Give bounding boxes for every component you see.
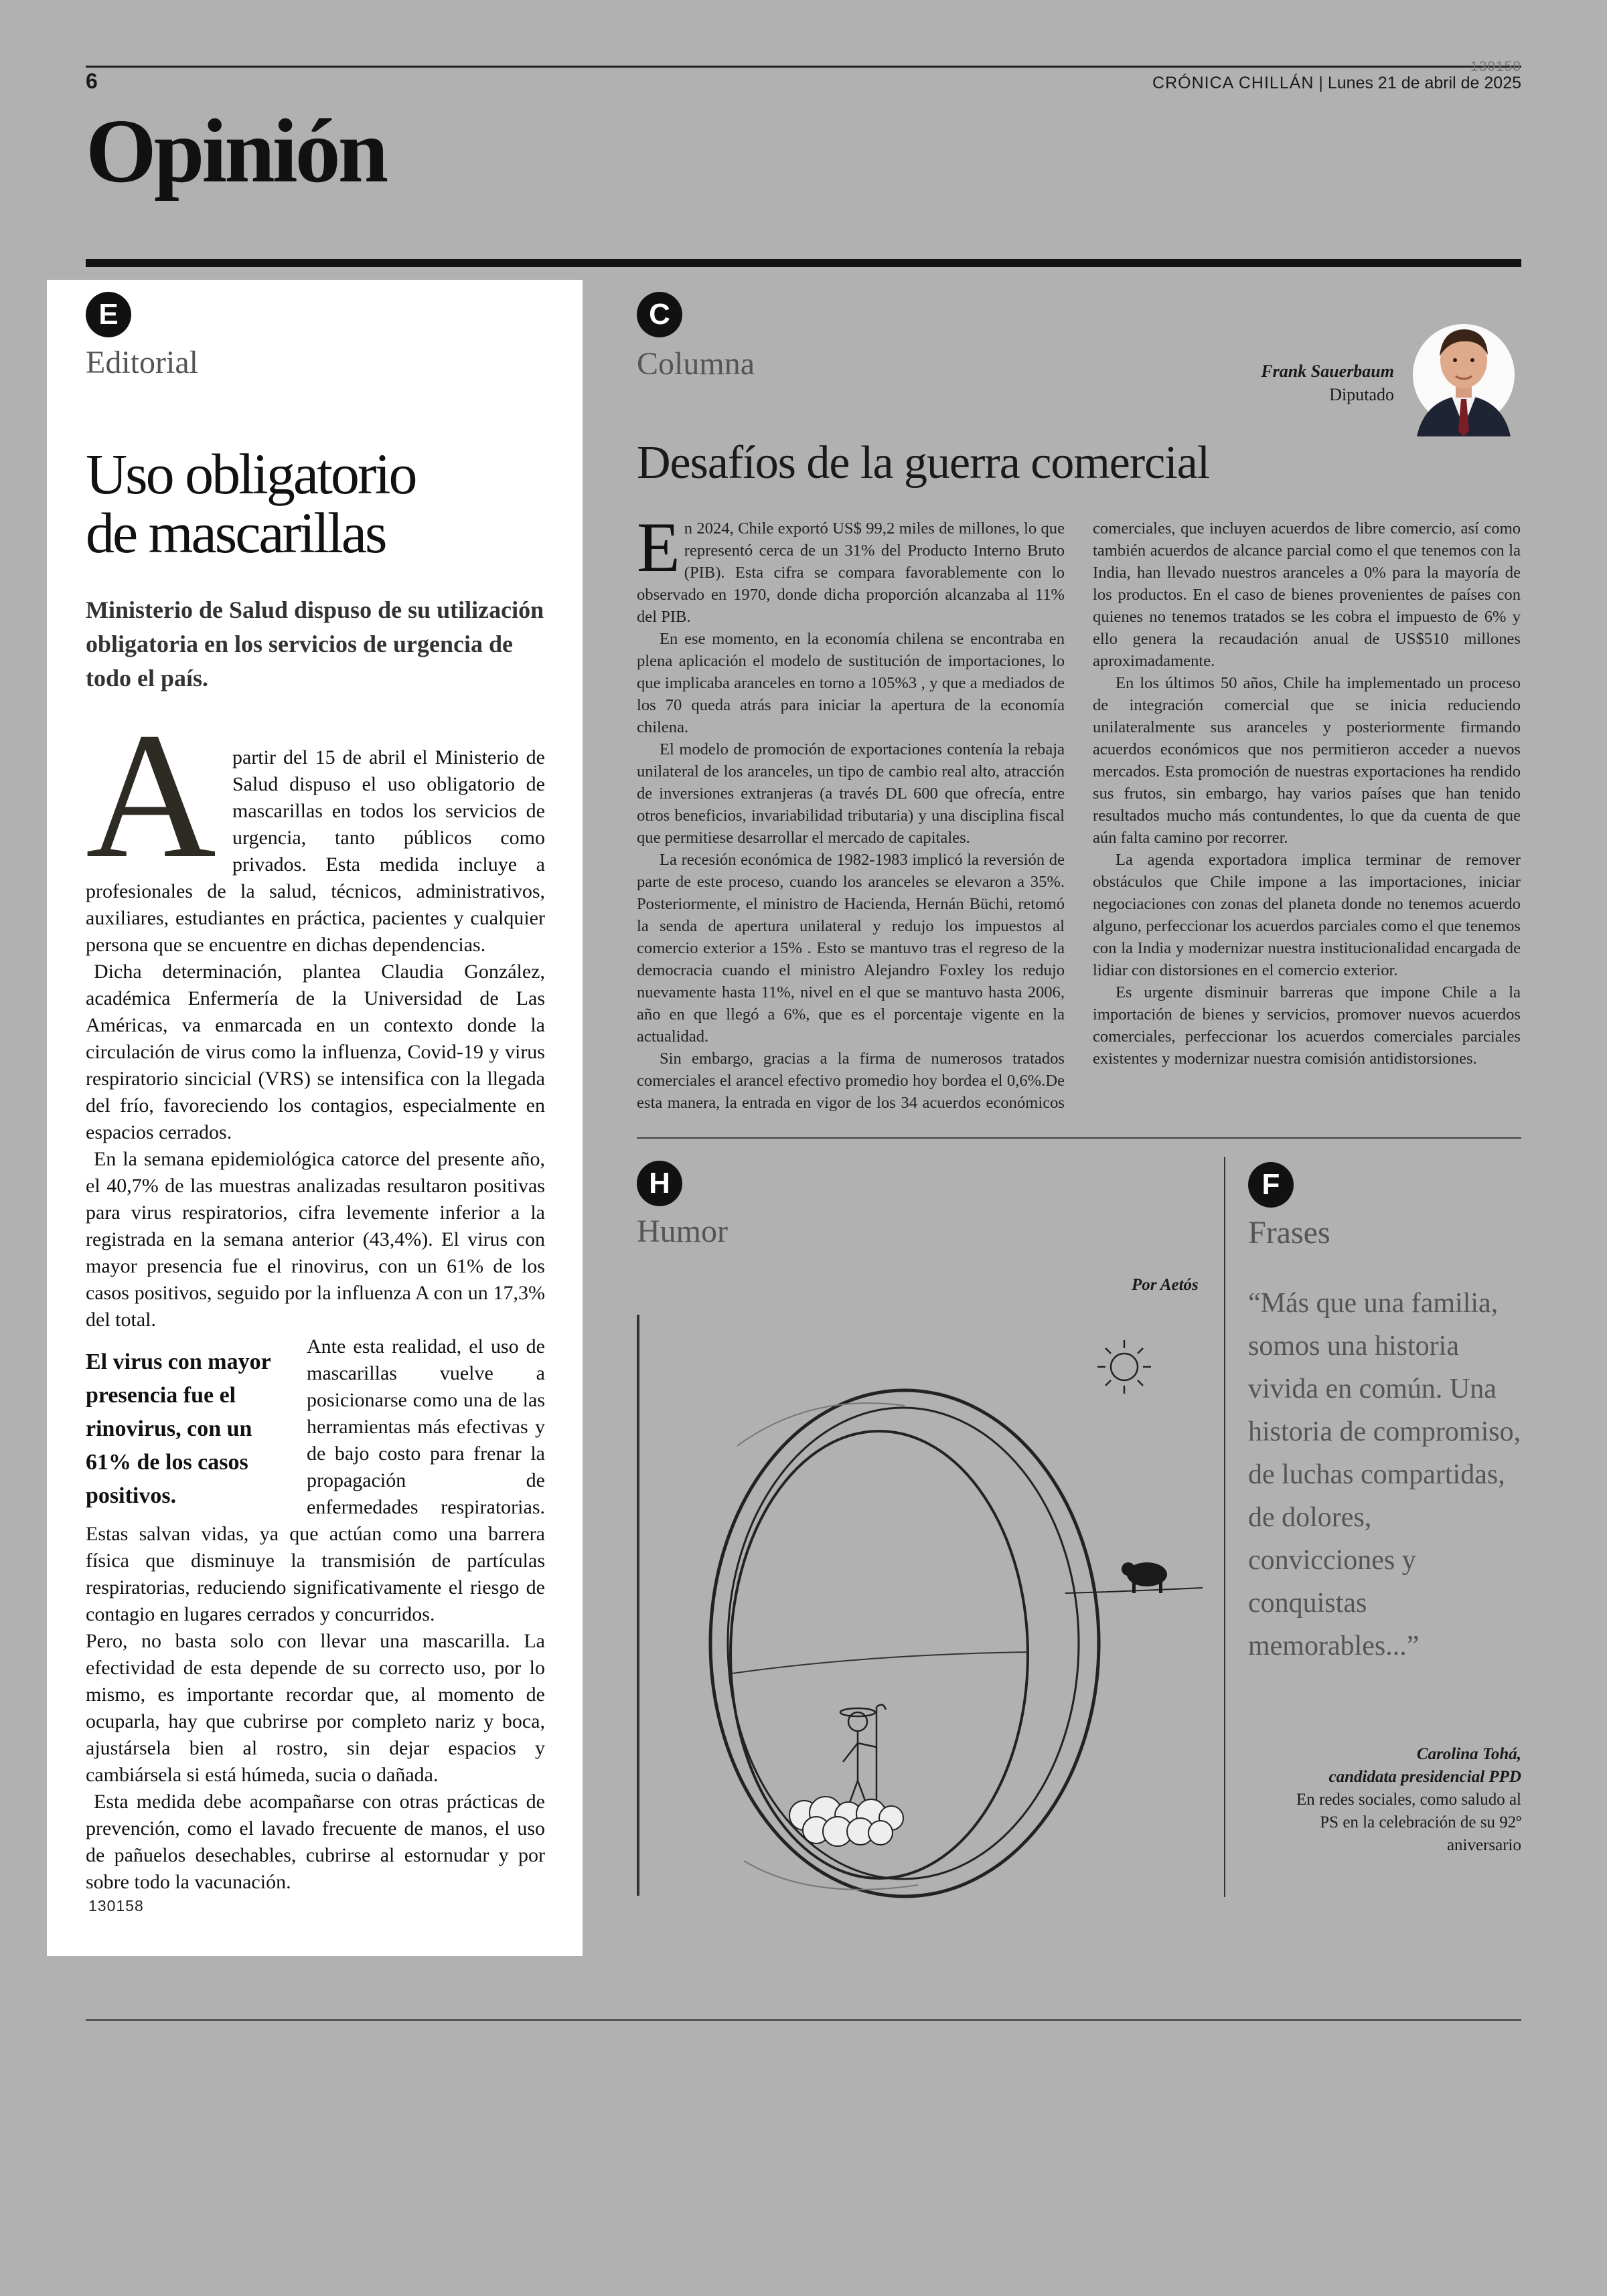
columna-paragraph-text: n 2024, Chile exportó US$ 99,2 miles de millones, lo que representó cerca de un 31% del Producto Interno Bruto (PIB). Esta cifra se compara favorablemente con lo observado en 1970, donde dicha proporción alcanzaba al 11% del PIB. [637,519,1065,626]
humor-badge: H [637,1161,682,1206]
footer-rule [86,2019,1521,2021]
editorial-kicker: Editorial [86,345,198,380]
quote-context: En redes sociales, como saludo al PS en la celebración de su 92º aniversario [1296,1791,1521,1854]
columna-paragraph: En ese momento, en la economía chilena se encontraba en plena aplicación el modelo de sustitución de importaciones, lo que implicaba aranceles en torno a 105%3 , y que a mediados de los 70 queda atrás para iniciar la apertura de la economía chilena. [637,630,1065,736]
headline-line-2: de mascarillas [86,501,386,565]
editorial-code: 130158 [88,1897,144,1914]
headline-line-1: Uso obligatorio [86,442,416,506]
editorial-paragraph: Dicha determinación, plantea Claudia González, académica Enfermería de la Universidad de Las Américas, va enmarcada en un contexto donde la circulación de virus como la influenza, Covid-19 y virus respiratorio sincicial (VRS) se intensifica con la llegada del frío, favoreciendo los contagios, especialmente en espacios cerrados. [86,961,545,1143]
column-divider [1224,1157,1225,1897]
quote-attribution [1253,1743,1521,1789]
corner-id: 130158 [1470,59,1521,74]
quote-text: “Más que una familia, somos una historia vivida en común. Una historia de compromiso, de luchas compartidas, de dolores, convicciones y conquistas memorables...” [1248,1288,1521,1661]
page-number: 6 [86,69,98,93]
humor-kicker: Humor [637,1214,728,1249]
editorial-dropcap: A [86,695,216,896]
editorial-panel [47,280,583,1956]
editorial-paragraph: Esta medida debe acompañarse con otras prácticas de prevención, como el lavado frecuente de manos, el uso de pañuelos desechables, cubrirse al estornudar y por sobre todo la vacunación. [86,1791,545,1893]
publication-date-line: CRÓNICA CHILLÁN | Lunes 21 de abril de 2025 [1152,74,1521,92]
columna-paragraph: Es urgente disminuir barreras que impone Chile a la importación de bienes y servicios, promover nuevos acuerdos comerciales, perfeccionar los acuerdos comerciales parciales existentes y modernizar nuestra comisión antidistorsiones. [1093,983,1521,1068]
columna-paragraph: El modelo de promoción de exportaciones contenía la rebaja unilateral de los aranceles, un tipo de cambio real alto, atracción de inversiones extranjeras (a través DL 600 que ofrecía, entre otros beneficios, invariabilidad tributaria) y una disciplina fiscal que permitiese desarrollar el mercado de capitales. [637,740,1065,847]
columna-paragraph: En los últimos 50 años, Chile ha implementado un proceso de integración comercial que se inicia reduciendo unilateralmente sus aranceles y posteriormente firmando acuerdos económicos que nos permitieron acceder a nuevos mercados. Esta promoción de nuestras exportaciones ha rendido sus frutos, sin embargo, hay varios países que han tenido resultados mucho más contundentes, lo que da cuenta de que aún falta camino por recorrer. [1093,674,1521,847]
issue-date: Lunes 21 de abril de 2025 [1327,74,1521,92]
section-title: Opinión [86,101,386,201]
bushes [789,1797,903,1846]
columna-paragraph [637,508,1065,628]
editorial-paragraph: Pero, no basta solo con llevar una mascarilla. La efectividad de esta depende de su correcto uso, por lo mismo, es importante recordar que, al momento de ocuparla, hay que cubrirse por completo nariz y boca, ajustársela bien al rostro, sin dejar espacios y cambiársela si está húmeda, sucia o dañada. [86,1630,545,1786]
sun-icon [1097,1340,1151,1394]
columna-kicker: Columna [637,346,755,382]
editorial-paragraph: Ante esta realidad, el uso de mascarillas vuelve a posicionarse como una de las herramientas más efectivas y de bajo costo para frenar la propagación de enfermedades respiratorias. Estas salvan vidas, ya que actúan como una barrera física que disminuye la transmisión de partículas respiratorias, reduciendo significativamente el riesgo de contagio en lugares cerrados y concurridos. [86,1335,545,1625]
columna-headline: Desafíos de la guerra comercial [637,437,1210,489]
editorial-paragraph: En la semana epidemiológica catorce del presente año, el 40,7% de las muestras analizadas resultaron positivas para virus respiratorios, cifra levemente inferior a la registrada en la semana anterior (43,4%). El virus con mayor presencia fue el rinovirus, con un 61% de los casos positivos, seguido por la influenza A con un 17,3% del total. [86,1148,545,1331]
cartoon-illustration [637,1312,1206,1901]
editorial-headline [86,442,568,565]
author-role: Diputado [1329,385,1394,404]
publication-name: CRÓNICA CHILLÁN [1152,74,1314,92]
columna-paragraph: Sin embargo, gracias a la firma de numerosos tratados comerciales el arancel efectivo promedio hoy bordea el 0,6%.De esta manera, la entrada en vigor de los 34 acuerdos económicos comerciales, que incluyen acuerdos de libre comercio, así como también acuerdos de alcance parcial como el que tenemos con la India, han llevado nuestros aranceles a 0% para la mayoría de los productos. En el caso de bienes provenientes de países con quienes no tenemos tratados se les cobra el impuesto de 6% y ello genera la recaudación anual de US$510 millones aproximadamente. [637,519,1521,1112]
columna-paragraph: La recesión económica de 1982-1983 implicó la reversión de parte de este proceso, cuando los aranceles se elevaron a 35%. Posteriormente, el ministro de Hacienda, Hernán Büchi, retomó la senda de apertura unilateral y redujo los impuestos al comercio exterior a 15% . Esto se mantuvo tras el regreso de la democracia cuando el ministro Alejandro Foxley los redujo nuevamente hasta 11%, nivel en el que se mantuvo hasta 2006, año en que llegó a 6%, que es el porcentaje vigente en la actualidad. [637,851,1065,1046]
frases-kicker: Frases [1248,1215,1330,1250]
author-photo [1413,313,1515,436]
author-name: Frank Sauerbaum [1261,361,1394,381]
header-rule [86,66,1521,68]
bull-icon [1122,1562,1167,1593]
frases-badge: F [1248,1162,1294,1208]
columna-dropcap: E [637,508,680,586]
editorial-badge: E [86,292,131,337]
section-divider [637,1137,1521,1139]
editorial-lead: Ministerio de Salud dispuso de su utilización obligatoria en los servicios de urgencia de todo el país. [86,596,544,691]
editorial-body [86,695,545,1896]
cartoon-byline: Por Aetós [1132,1276,1199,1294]
farmer-figure [840,1705,886,1806]
columna-body [637,508,1521,1123]
editorial-paragraph: partir del 15 de abril el Ministerio de Salud dispuso el uso obligatorio de mascarillas en todos los servicios de urgencia, tanto públicos como privados. Esta medida incluye a profesionales de la salud, técnicos, administrativos, auxiliares, estudiantes en práctica, pacientes y cualquier persona que se encuentre en dichas dependencias. [86,746,545,956]
quote-author: Carolina Tohá, [1416,1745,1521,1763]
columna-paragraph: La agenda exportadora implica terminar de remover obstáculos que Chile impone a las importaciones, iniciar negociaciones con zonas del planeta donde no tenemos acuerdo alguno, perfeccionar los acuerdos parciales como el que tenemos con la India y modernizar nuestra institucionalidad encargada de lidiar con distorsiones en el comercio exterior. [1093,851,1521,979]
section-rule [86,259,1521,267]
quote-author-role: candidata presidencial PPD [1328,1768,1521,1786]
columna-badge: C [637,292,682,337]
editorial-pullquote: El virus con mayor presencia fue el rinovirus, con un 61% de los casos positivos. [86,1349,271,1508]
